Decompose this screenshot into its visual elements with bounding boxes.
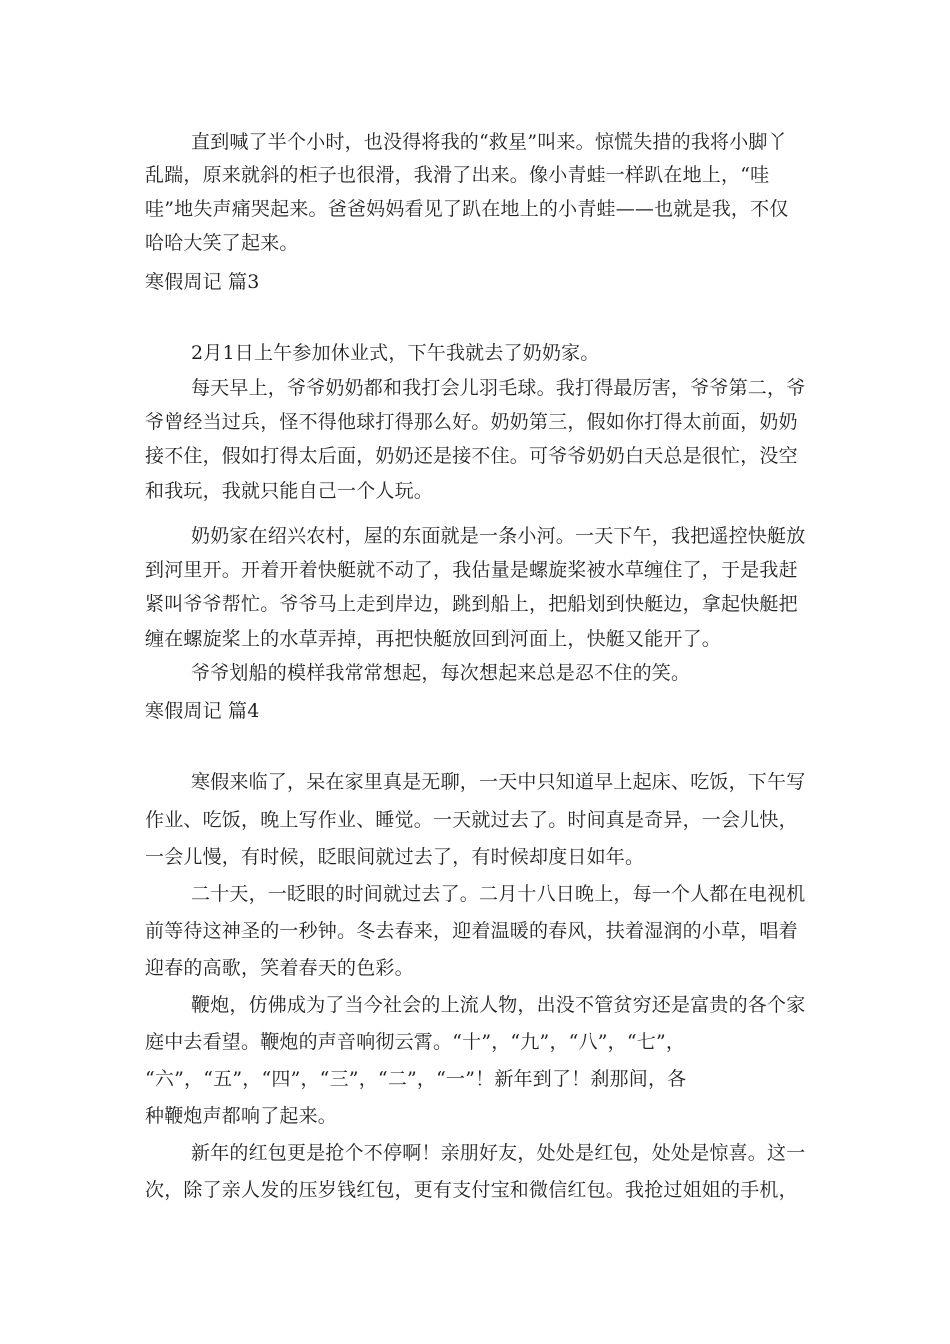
- paragraph-line: 缠在螺旋桨上的水草弄掉，再把快艇放回到河面上，快艇又能开了。: [145, 628, 722, 650]
- paragraph-line: 哈哈大笑了起来。: [145, 232, 299, 254]
- paragraph-line: 鞭炮，仿佛成为了当今社会的上流人物，出没不管贫穷还是富贵的各个家: [191, 994, 806, 1016]
- paragraph-line: 每天早上，爷爷奶奶都和我打会儿羽毛球。我打得最厉害，爷爷第二，爷: [191, 377, 806, 399]
- paragraph-line: 和我玩，我就只能自己一个人玩。: [145, 480, 434, 502]
- paragraph-line: 一会儿慢，有时候，眨眼间就过去了，有时候却度日如年。: [145, 846, 645, 868]
- paragraph-line: 爷曾经当过兵，怪不得他球打得那么好。奶奶第三，假如你打得太前面，奶奶: [145, 411, 798, 433]
- paragraph-line: 寒假来临了，呆在家里真是无聊，一天中只知道早上起床、吃饭，下午写: [191, 771, 806, 793]
- paragraph-line: 2月1日上午参加休业式，下午我就去了奶奶家。: [191, 342, 600, 364]
- paragraph-line: 次，除了亲人发的压岁钱红包，更有支付宝和微信红包。我抢过姐姐的手机，: [145, 1179, 798, 1201]
- paragraph-line: 哇”地失声痛哭起来。爸爸妈妈看见了趴在地上的小青蛙——也就是我，不仅: [145, 198, 789, 220]
- paragraph-line: 作业、吃饭，晚上写作业、睡觉。一天就过去了。时间真是奇异，一会儿快，: [145, 809, 798, 831]
- paragraph-line: 接不住，假如打得太后面，奶奶还是接不住。可爷爷奶奶白天总是很忙，没空: [145, 445, 798, 467]
- paragraph-line: 奶奶家在绍兴农村，屋的东面就是一条小河。一天下午，我把遥控快艇放: [191, 525, 806, 547]
- paragraph-line: 紧叫爷爷帮忙。爷爷马上走到岸边，跳到船上，把船划到快艇边，拿起快艇把: [145, 593, 798, 615]
- paragraph-line: 前等待这神圣的一秒钟。冬去春来，迎着温暖的春风，扶着湿润的小草，唱着: [145, 920, 798, 942]
- paragraph-line: 到河里开。开着开着快艇就不动了，我估量是螺旋桨被水草缠住了，于是我赶: [145, 559, 798, 581]
- section-heading: 寒假周记 篇3: [145, 271, 260, 293]
- paragraph-line: 爷爷划船的模样我常常想起，每次想起来总是忍不住的笑。: [191, 662, 691, 684]
- paragraph-line: 直到喊了半个小时，也没得将我的“救星”叫来。惊慌失措的我将小脚丫: [191, 131, 787, 153]
- paragraph-line: 二十天，一眨眼的时间就过去了。二月十八日晚上，每一个人都在电视机: [191, 883, 806, 905]
- paragraph-line: 迎春的高歌，笑着春天的色彩。: [145, 957, 414, 979]
- paragraph-line: “六”，“五”，“四”，“三”，“二”，“一”！新年到了！刹那间，各: [145, 1068, 687, 1090]
- paragraph-line: 乱踹，原来就斜的柜子也很滑，我滑了出来。像小青蛙一样趴在地上，“哇: [145, 164, 770, 186]
- section-heading: 寒假周记 篇4: [145, 700, 260, 722]
- paragraph-line: 种鞭炮声都响了起来。: [145, 1105, 338, 1127]
- paragraph-line: 庭中去看望。鞭炮的声音响彻云霄。“十”，“九”，“八”，“七”，: [145, 1031, 686, 1053]
- paragraph-line: 新年的红包更是抢个不停啊！亲朋好友，处处是红包，处处是惊喜。这一: [191, 1142, 806, 1164]
